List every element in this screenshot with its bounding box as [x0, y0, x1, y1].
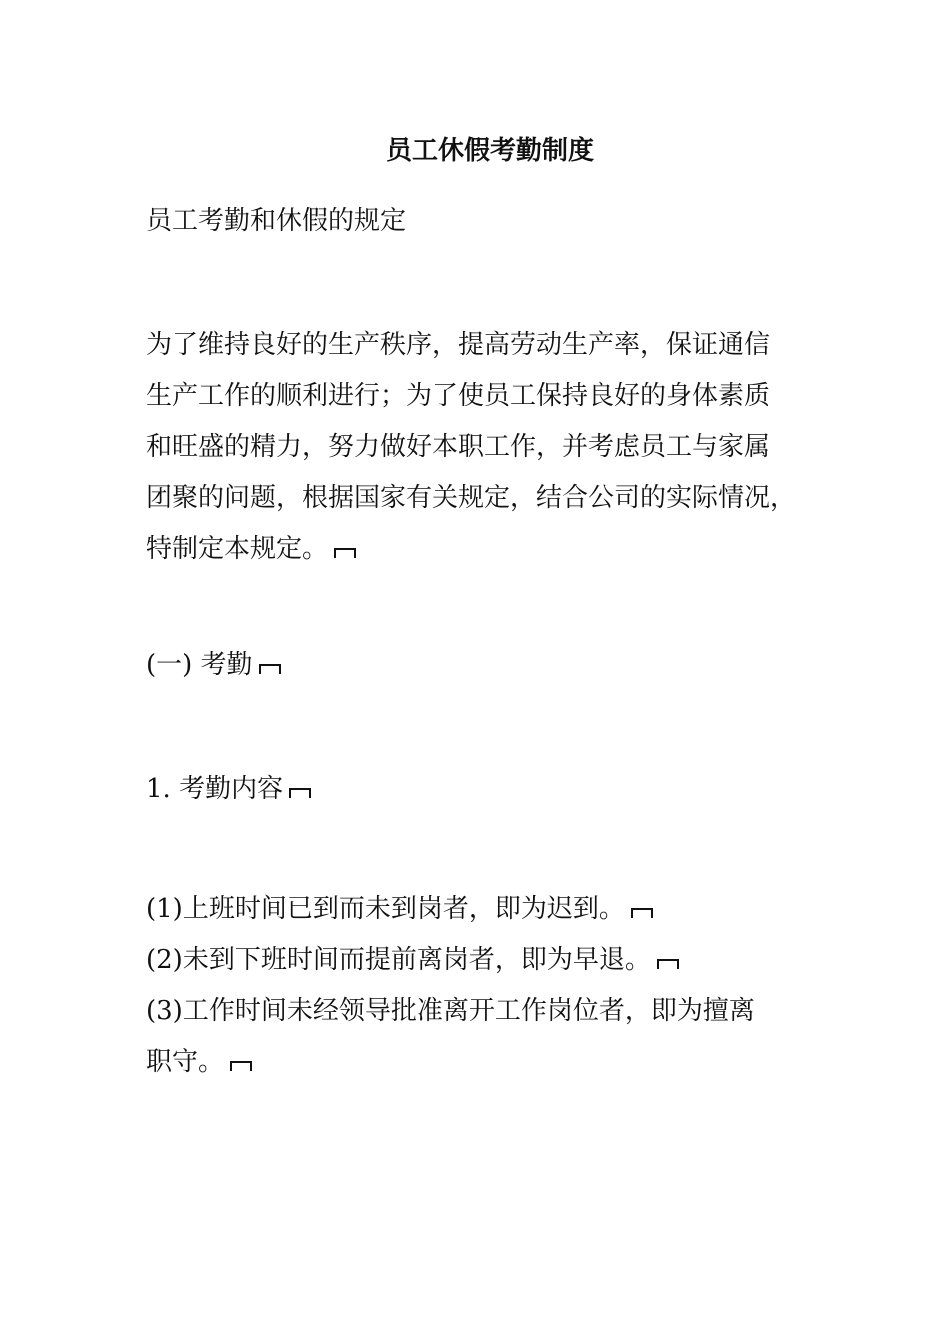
subsection-heading-block	[146, 764, 858, 815]
intro-paragraph	[146, 320, 858, 575]
paragraph-mark-icon	[259, 663, 281, 675]
paragraph-mark-icon	[657, 958, 679, 970]
list-item: (3)工作时间未经领导批准离开工作岗位者，即为擅离	[146, 996, 755, 1026]
paragraph-mark-icon	[334, 547, 356, 559]
list-item	[146, 935, 858, 986]
paragraph-mark-icon	[230, 1060, 252, 1072]
list-item	[146, 884, 858, 935]
intro-line: 生产工作的顺利进行；为了使员工保持良好的身体素质	[146, 381, 771, 411]
subsection-heading: 1. 考勤内容	[146, 774, 284, 804]
paragraph-mark-icon	[631, 907, 653, 919]
list-item-text: 职守。	[146, 1047, 225, 1077]
paragraph-mark-icon	[289, 787, 311, 799]
intro-line: 特制定本规定。	[146, 534, 329, 564]
section-heading: (一) 考勤	[146, 650, 253, 680]
subsection-heading-line	[146, 764, 858, 815]
intro-line: 团聚的问题，根据国家有关规定，结合公司的实际情况，	[146, 483, 797, 513]
document-title: 员工休假考勤制度	[385, 136, 594, 166]
list-item-text: (1)上班时间已到而未到岗者，即为迟到。	[146, 894, 625, 924]
section-heading-line	[146, 640, 858, 691]
intro-line: 为了维持良好的生产秩序，提高劳动生产率，保证通信	[146, 330, 771, 360]
list-item	[146, 1037, 858, 1088]
intro-line: 和旺盛的精力，努力做好本职工作，并考虑员工与家属	[146, 432, 771, 462]
items-list	[146, 884, 858, 1088]
intro-line-last	[146, 524, 858, 575]
subtitle-text: 员工考勤和休假的规定	[146, 206, 407, 236]
section-heading-block	[146, 640, 858, 691]
document-subtitle	[146, 196, 858, 247]
list-item-text: (2)未到下班时间而提前离岗者，即为早退。	[146, 945, 651, 975]
